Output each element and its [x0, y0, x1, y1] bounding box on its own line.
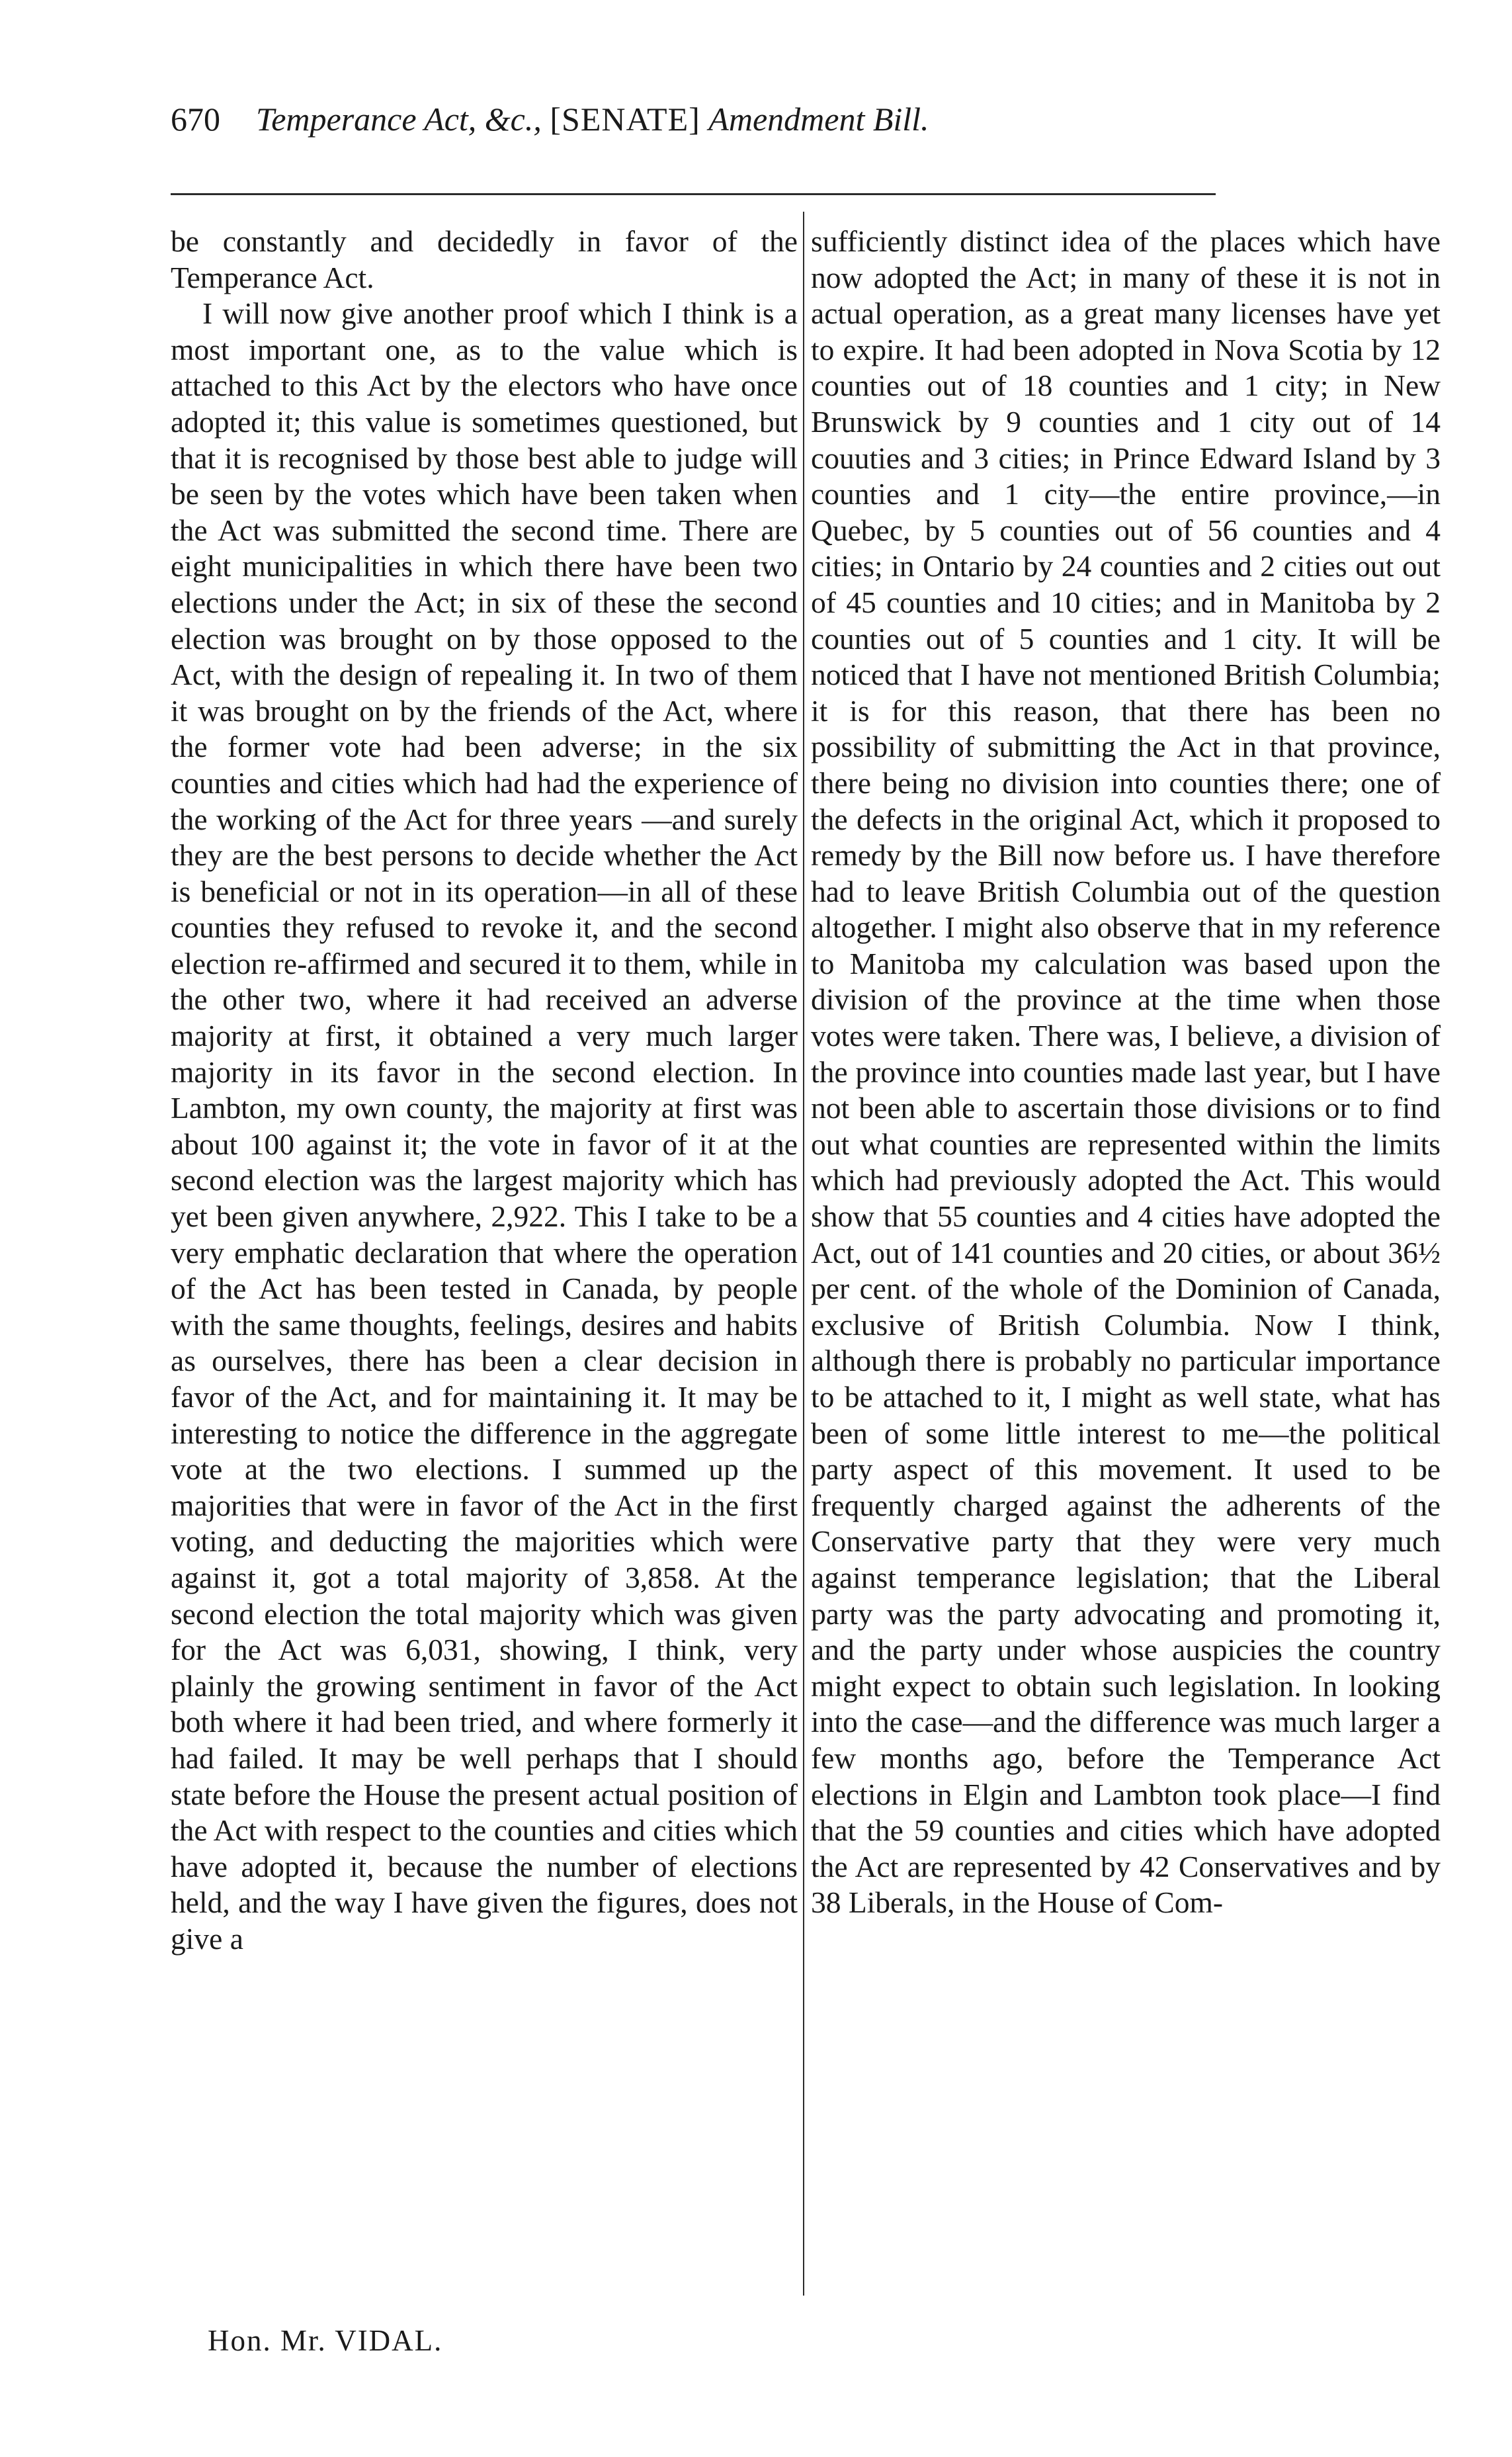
running-header — [171, 99, 1202, 139]
header-title-senate: [SENATE] — [550, 101, 700, 138]
column-divider — [803, 212, 804, 2296]
page-number: 670 — [171, 101, 220, 138]
header-title-bill: Amendment Bill. — [708, 101, 929, 138]
header-rule — [171, 193, 1216, 195]
paragraph: I will now give another proof which I think is a most important one, as to the value which is attached to this Act by the electors who have once adopted it; this value is sometimes questioned, but that it is recognised by those best able to judge will be seen by the votes which have been taken when the Act was submitted the second time. There are eight municipalities in which there have been two elections under the Act; in six of these the second election was brought on by those opposed to the Act, with the design of repealing it. In two of them it was brought on by the friends of the Act, where the former vote had been adverse; in the six counties and cities which had had the experience of the working of the Act for three years —and surely they are the best persons to decide whether the Act is beneficial or not in its operation—in all of these counties they refused to revoke it, and the second election re-affirmed and secured it to them, while in the other two, where it had received an adverse majority at first, it obtained a very much larger majority in its favor in the second election. In Lambton, my own county, the majority at first was about 100 against it; the vote in favor of it at the second election was the largest majority which has yet been given anywhere, 2,922. This I take to be a very emphatic declaration that where the operation of the Act has been tested in Canada, by people with the same thoughts, feelings, desires and habits as ourselves, there has been a clear decision in favor of the Act, and for maintaining it. It may be interesting to notice the difference in the aggregate vote at the two elections. I summed up the majorities that were in favor of the Act in the first voting, and deducting the majorities which were against it, got a total majority of 3,858. At the second election the total majority which was given for the Act was 6,031, showing, I think, very plainly the growing sentiment in favor of the Act both where it had been tried, and where formerly it had failed. It may be well perhaps that I should state before the House the present actual position of the Act with respect to the counties and cities which have adopted it, because the number of elections held, and the way I have given the figures, does not give a — [171, 296, 798, 1956]
paragraph: be constantly and decidedly in favor of the Temperance Act. — [171, 224, 798, 294]
speaker-footer: Hon. Mr. VIDAL. — [208, 2324, 443, 2357]
header-title-act: Temperance Act, &c., — [256, 101, 542, 138]
left-column — [171, 224, 798, 1958]
right-column — [811, 224, 1441, 1921]
paragraph: sufficiently distinct idea of the places which have now adopted the Act; in many of these it is not in actual operation, as a great many licenses have yet to expire. It had been adopted in Nova Scotia by 12 counties out of 18 counties and 1 city; in New Brunswick by 9 counties and 1 city out of 14 couuties and 3 cities; in Prince Edward Island by 3 counties and 1 city—the entire province,—in Quebec, by 5 counties out of 56 counties and 4 cities; in Ontario by 24 counties and 2 cities out out of 45 counties and 10 cities; and in Manitoba by 2 counties out of 5 counties and 1 city. It will be noticed that I have not mentioned British Columbia; it is for this reason, that there has been no possibility of submitting the Act in that province, there being no division into counties there; one of the defects in the original Act, which it proposed to remedy by the Bill now before us. I have therefore had to leave British Columbia out of the question altogether. I might also observe that in my reference to Manitoba my calculation was based upon the division of the province at the time when those votes were taken. There was, I believe, a division of the province into counties made last year, but I have not been able to ascertain those divisions or to find out what counties are represented within the limits which had previously adopted the Act. This would show that 55 counties and 4 cities have adopted the Act, out of 141 counties and 20 cities, or about 36½ per cent. of the whole of the Dominion of Canada, exclusive of British Columbia. Now I think, although there is probably no particular importance to be attached to it, I might as well state, what has been of some little interest to me—the political party aspect of this movement. It used to be frequently charged against the adherents of the Conservative party that they were very much against temperance legislation; that the Liberal party was the party advocating and promoting it, and the party under whose auspicies the country might expect to obtain such legislation. In looking into the case—and the difference was much larger a few months ago, before the Temperance Act elections in Elgin and Lambton took place—I find that the 59 counties and cities which have adopted the Act are represented by 42 Conservatives and by 38 Liberals, in the House of Com- — [811, 224, 1441, 1920]
